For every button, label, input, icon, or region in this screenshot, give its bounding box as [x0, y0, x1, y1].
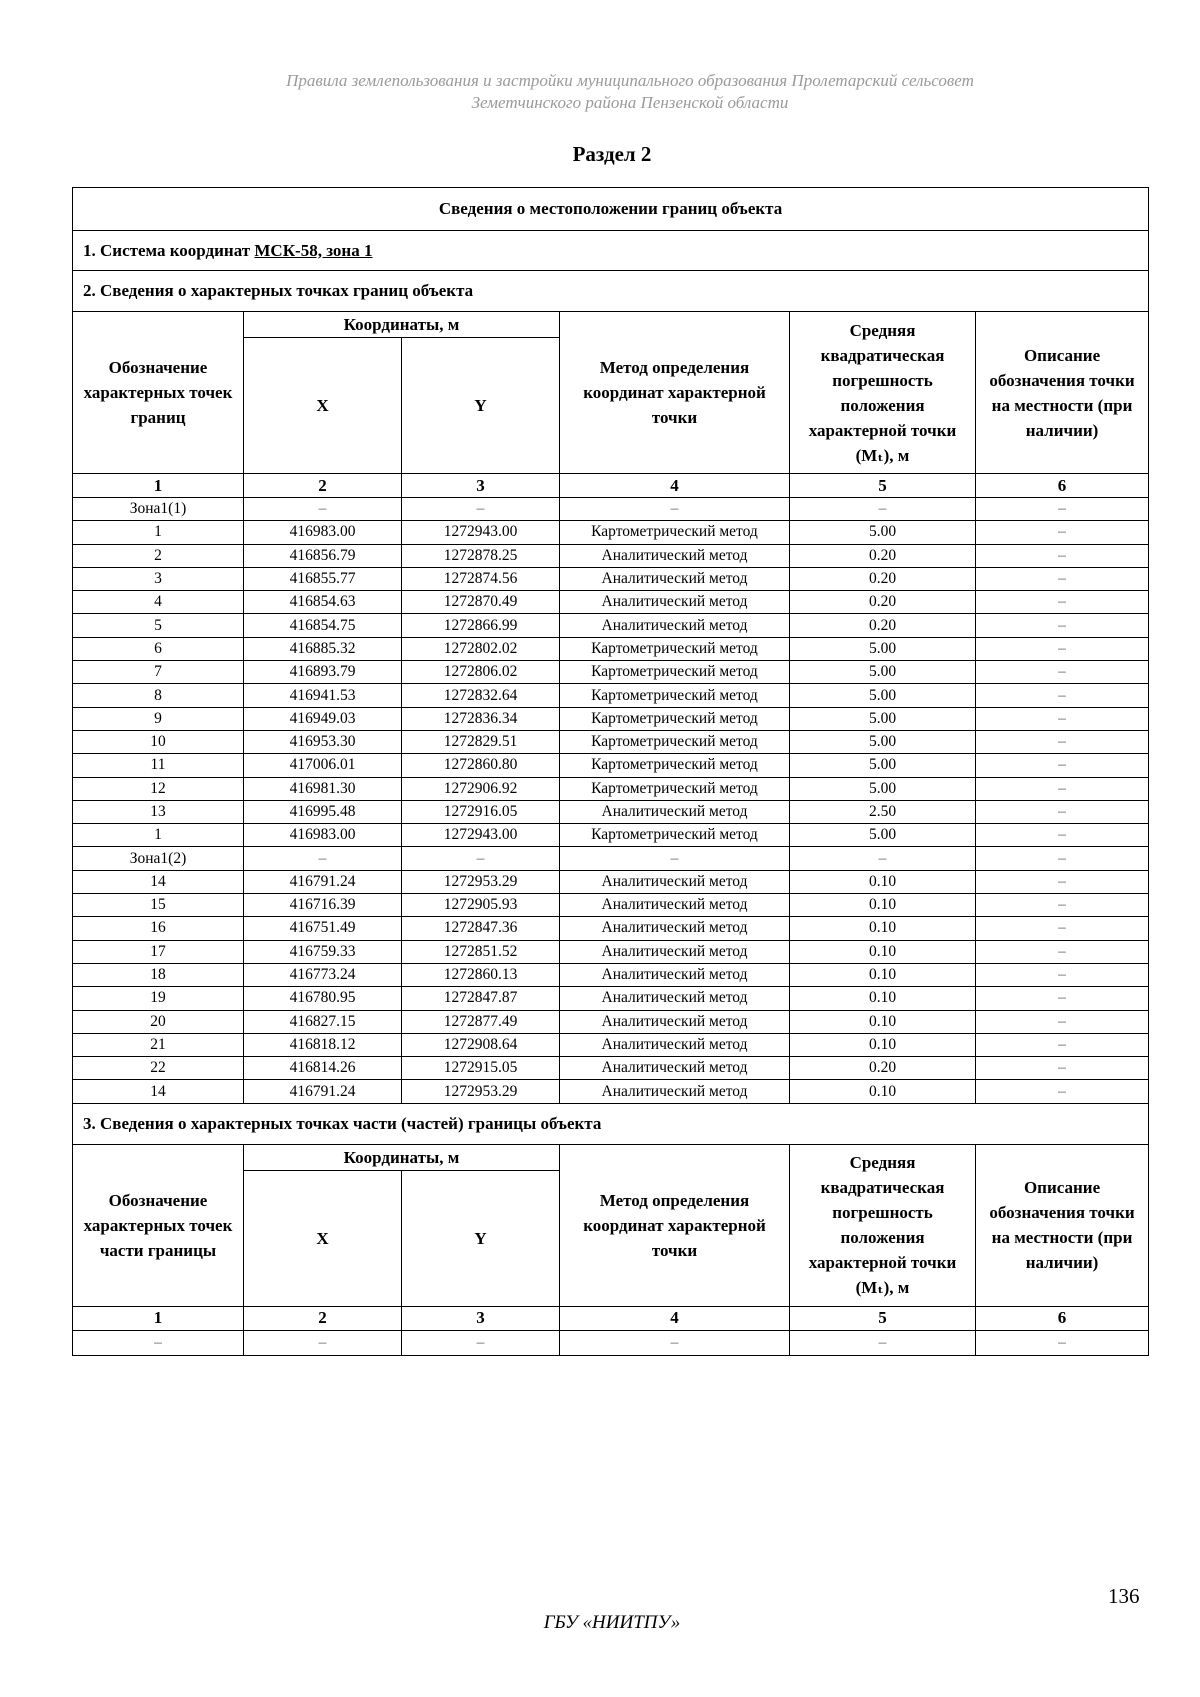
table-cell: 1	[73, 824, 244, 847]
table-cell: –	[976, 1010, 1149, 1033]
table-cell: –	[976, 800, 1149, 823]
table-cell: 416751.49	[244, 917, 402, 940]
table-cell: 1272906.92	[402, 777, 560, 800]
table-cell: Аналитический метод	[560, 963, 790, 986]
table-cell: 416780.95	[244, 987, 402, 1010]
table-cell: 1272802.02	[402, 637, 560, 660]
table-cell: 8	[73, 684, 244, 707]
header-y: Y	[402, 338, 560, 474]
table-cell: 13	[73, 800, 244, 823]
table-cell: 14	[73, 870, 244, 893]
boundary-table	[72, 187, 1149, 1356]
header-description: Описание обозначения точки на местности (при наличии)	[976, 1144, 1149, 1306]
table-cell: –	[976, 591, 1149, 614]
table-cell: 416854.63	[244, 591, 402, 614]
column-number: 1	[73, 474, 244, 498]
table-cell: 5.00	[790, 684, 976, 707]
table-cell: –	[402, 847, 560, 870]
column-number: 1	[73, 1306, 244, 1330]
header-error: Средняя квадратическая погрешность положения характерной точки (Mₜ), м	[790, 1144, 976, 1306]
table-cell: 1272847.87	[402, 987, 560, 1010]
column-number: 2	[244, 1306, 402, 1330]
table-cell: 5.00	[790, 637, 976, 660]
table-cell: –	[402, 498, 560, 521]
column-numbers-row	[73, 1306, 1149, 1330]
table-row	[73, 754, 1149, 777]
table-row	[73, 963, 1149, 986]
table-cell: Зона1(2)	[73, 847, 244, 870]
column-number: 4	[560, 474, 790, 498]
table-cell: –	[976, 1330, 1149, 1355]
table-cell: 0.10	[790, 894, 976, 917]
table-row	[73, 800, 1149, 823]
table-cell: Аналитический метод	[560, 591, 790, 614]
table-cell: 416995.48	[244, 800, 402, 823]
header-designation-part: Обозначение характерных точек части границы	[73, 1144, 244, 1306]
table-cell: –	[976, 1080, 1149, 1103]
table-row	[73, 940, 1149, 963]
header-coordinates: Координаты, м	[244, 1144, 560, 1170]
table-cell: 0.10	[790, 1080, 976, 1103]
column-number: 4	[560, 1306, 790, 1330]
table-cell: 12	[73, 777, 244, 800]
table-cell: –	[976, 917, 1149, 940]
document-header	[0, 70, 1200, 114]
table-cell: –	[560, 847, 790, 870]
table-cell: 17	[73, 940, 244, 963]
table-cell: 20	[73, 1010, 244, 1033]
table-cell: 22	[73, 1057, 244, 1080]
table-cell: –	[244, 847, 402, 870]
table-cell: –	[976, 1033, 1149, 1056]
column-number: 6	[976, 474, 1149, 498]
table-cell: 1272943.00	[402, 824, 560, 847]
table-cell: 416941.53	[244, 684, 402, 707]
table-cell: 5.00	[790, 754, 976, 777]
table-cell: 19	[73, 987, 244, 1010]
table-cell: 0.20	[790, 1057, 976, 1080]
table-cell: –	[244, 1330, 402, 1355]
table-cell: –	[976, 498, 1149, 521]
table-cell: 417006.01	[244, 754, 402, 777]
table-cell: 416855.77	[244, 567, 402, 590]
table-cell: 416716.39	[244, 894, 402, 917]
table-cell: 5.00	[790, 824, 976, 847]
column-number: 3	[402, 1306, 560, 1330]
table-cell: Картометрический метод	[560, 777, 790, 800]
table-cell: Картометрический метод	[560, 684, 790, 707]
table-row	[73, 1330, 1149, 1355]
table-cell: 1272953.29	[402, 870, 560, 893]
table-cell: Картометрический метод	[560, 707, 790, 730]
table-cell: 416885.32	[244, 637, 402, 660]
table-cell: 0.20	[790, 614, 976, 637]
header-description: Описание обозначения точки на местности (при наличии)	[976, 312, 1149, 474]
table-cell: 416791.24	[244, 1080, 402, 1103]
table-row	[73, 870, 1149, 893]
table-cell: 416827.15	[244, 1010, 402, 1033]
table-row	[73, 707, 1149, 730]
table-cell: 416773.24	[244, 963, 402, 986]
table-cell: –	[976, 521, 1149, 544]
table-cell: 16	[73, 917, 244, 940]
table-cell: –	[790, 847, 976, 870]
header-y: Y	[402, 1170, 560, 1306]
table-cell: –	[976, 567, 1149, 590]
table-cell: 5.00	[790, 707, 976, 730]
header-coordinates: Координаты, м	[244, 312, 560, 338]
table-cell: 416759.33	[244, 940, 402, 963]
table-row	[73, 591, 1149, 614]
table-cell: 0.10	[790, 987, 976, 1010]
column-numbers-row	[73, 474, 1149, 498]
column-number: 6	[976, 1306, 1149, 1330]
table-cell: 11	[73, 754, 244, 777]
table-cell: –	[560, 1330, 790, 1355]
table-cell: 21	[73, 1033, 244, 1056]
table-cell: Аналитический метод	[560, 1080, 790, 1103]
table-row	[73, 498, 1149, 521]
table-cell: Аналитический метод	[560, 1057, 790, 1080]
table-row	[73, 544, 1149, 567]
table-cell: –	[976, 940, 1149, 963]
table-cell: –	[790, 1330, 976, 1355]
table-cell: Аналитический метод	[560, 894, 790, 917]
footer: ГБУ «НИИТПУ»	[543, 1612, 681, 1633]
column-number: 3	[402, 474, 560, 498]
coordinate-system-row	[73, 231, 1149, 271]
table-cell: 416893.79	[244, 661, 402, 684]
table-cell: –	[976, 824, 1149, 847]
table-cell: Аналитический метод	[560, 614, 790, 637]
table-cell: Картометрический метод	[560, 754, 790, 777]
table-row	[73, 521, 1149, 544]
table-cell: 0.10	[790, 963, 976, 986]
table-cell: 2.50	[790, 800, 976, 823]
table-cell: 2	[73, 544, 244, 567]
point-rows	[73, 498, 1149, 1104]
header-x: X	[244, 1170, 402, 1306]
table-cell: 1272829.51	[402, 730, 560, 753]
table-cell: –	[976, 544, 1149, 567]
table-cell: 1272878.25	[402, 544, 560, 567]
table-cell: 6	[73, 637, 244, 660]
table-cell: 5	[73, 614, 244, 637]
table-cell: Аналитический метод	[560, 1010, 790, 1033]
table-cell: 0.20	[790, 544, 976, 567]
table-cell: 5.00	[790, 521, 976, 544]
table-cell: –	[976, 614, 1149, 637]
header-line-1: Правила землепользования и застройки муниципального образования Пролетарский сельсовет	[286, 71, 974, 90]
table-cell: 5.00	[790, 661, 976, 684]
table-cell: –	[244, 498, 402, 521]
table-cell: Аналитический метод	[560, 987, 790, 1010]
table-cell: Аналитический метод	[560, 870, 790, 893]
table-cell: 1272915.05	[402, 1057, 560, 1080]
table-cell: –	[976, 777, 1149, 800]
table-row	[73, 637, 1149, 660]
part-rows	[73, 1330, 1149, 1355]
table-cell: Картометрический метод	[560, 637, 790, 660]
table-cell: –	[976, 894, 1149, 917]
table-cell: –	[976, 661, 1149, 684]
header-error: Средняя квадратическая погрешность положения характерной точки (Mₜ), м	[790, 312, 976, 474]
table-row	[73, 824, 1149, 847]
table-cell: 0.10	[790, 870, 976, 893]
table-cell: 1272874.56	[402, 567, 560, 590]
table-row	[73, 1010, 1149, 1033]
table-cell: 1272953.29	[402, 1080, 560, 1103]
table-cell: Аналитический метод	[560, 800, 790, 823]
table-cell: 1272905.93	[402, 894, 560, 917]
section-title: Раздел 2	[572, 142, 652, 166]
table-cell: Картометрический метод	[560, 661, 790, 684]
table-cell: 10	[73, 730, 244, 753]
table-cell: –	[976, 730, 1149, 753]
table-row	[73, 1033, 1149, 1056]
table-cell: 14	[73, 1080, 244, 1103]
table-cell: 3	[73, 567, 244, 590]
header-method: Метод определения координат характерной точки	[560, 312, 790, 474]
table-cell: –	[976, 963, 1149, 986]
table-row	[73, 917, 1149, 940]
table-cell: 1272832.64	[402, 684, 560, 707]
table-row	[73, 894, 1149, 917]
table-cell: –	[976, 754, 1149, 777]
table-cell: 9	[73, 707, 244, 730]
table-row	[73, 730, 1149, 753]
page-number: 136	[1108, 1584, 1140, 1608]
table-row	[73, 847, 1149, 870]
table-cell: 416818.12	[244, 1033, 402, 1056]
table-cell: 1272866.99	[402, 614, 560, 637]
table-cell: Аналитический метод	[560, 1033, 790, 1056]
table-cell: –	[976, 637, 1149, 660]
column-number: 5	[790, 1306, 976, 1330]
table-cell: Аналитический метод	[560, 567, 790, 590]
table-row	[73, 661, 1149, 684]
column-number: 5	[790, 474, 976, 498]
table-cell: Аналитический метод	[560, 544, 790, 567]
table-cell: 1272908.64	[402, 1033, 560, 1056]
table-cell: 1272943.00	[402, 521, 560, 544]
table-row	[73, 987, 1149, 1010]
table-cell: 0.10	[790, 1010, 976, 1033]
table-cell: 15	[73, 894, 244, 917]
table-cell: 1272877.49	[402, 1010, 560, 1033]
table-cell: –	[402, 1330, 560, 1355]
table-row	[73, 777, 1149, 800]
table-cell: –	[976, 987, 1149, 1010]
table-cell: –	[976, 684, 1149, 707]
table-cell: 416983.00	[244, 824, 402, 847]
table-cell: Картометрический метод	[560, 730, 790, 753]
table-cell: 416854.75	[244, 614, 402, 637]
table-cell: –	[560, 498, 790, 521]
column-number: 2	[244, 474, 402, 498]
table-row	[73, 684, 1149, 707]
table-cell: 0.20	[790, 591, 976, 614]
table-cell: 416981.30	[244, 777, 402, 800]
table-row	[73, 1057, 1149, 1080]
table-cell: Зона1(1)	[73, 498, 244, 521]
table-cell: 5.00	[790, 777, 976, 800]
header-line-2: Земетчинского района Пензенской области	[471, 93, 789, 112]
table-cell: 1272806.02	[402, 661, 560, 684]
table-title: Сведения о местоположении границ объекта	[73, 188, 1149, 231]
table-cell: –	[976, 870, 1149, 893]
table-cell: 416814.26	[244, 1057, 402, 1080]
table-cell: 1272836.34	[402, 707, 560, 730]
table-cell: 416983.00	[244, 521, 402, 544]
table-cell: 1272847.36	[402, 917, 560, 940]
table-cell: 0.20	[790, 567, 976, 590]
table-cell: –	[976, 1057, 1149, 1080]
table-cell: 416791.24	[244, 870, 402, 893]
table-cell: Аналитический метод	[560, 917, 790, 940]
table-cell: Картометрический метод	[560, 521, 790, 544]
table-cell: 7	[73, 661, 244, 684]
table-cell: 18	[73, 963, 244, 986]
section-2-title: 2. Сведения о характерных точках границ объекта	[73, 271, 1149, 312]
table-cell: 4	[73, 591, 244, 614]
table-cell: 1272916.05	[402, 800, 560, 823]
table-row	[73, 1080, 1149, 1103]
table-cell: 5.00	[790, 730, 976, 753]
table-cell: 1272870.49	[402, 591, 560, 614]
section-3-title: 3. Сведения о характерных точках части (частей) границы объекта	[73, 1103, 1149, 1144]
coordinate-system-value: МСК-58, зона 1	[254, 240, 373, 260]
table-cell: 0.10	[790, 917, 976, 940]
table-cell: 1272860.13	[402, 963, 560, 986]
table-cell: 416953.30	[244, 730, 402, 753]
coordinate-system-label: 1. Система координат	[83, 240, 251, 260]
table-cell: 1272851.52	[402, 940, 560, 963]
table-cell: 1	[73, 521, 244, 544]
table-cell: 0.10	[790, 940, 976, 963]
table-row	[73, 567, 1149, 590]
table-cell: –	[976, 847, 1149, 870]
header-x: X	[244, 338, 402, 474]
table-cell: –	[976, 707, 1149, 730]
table-cell: Картометрический метод	[560, 824, 790, 847]
table-cell: 1272860.80	[402, 754, 560, 777]
table-cell: Аналитический метод	[560, 940, 790, 963]
table-cell: 416856.79	[244, 544, 402, 567]
table-cell: –	[73, 1330, 244, 1355]
table-row	[73, 614, 1149, 637]
header-designation: Обозначение характерных точек границ	[73, 312, 244, 474]
header-method: Метод определения координат характерной точки	[560, 1144, 790, 1306]
table-cell: 416949.03	[244, 707, 402, 730]
table-cell: –	[790, 498, 976, 521]
table-cell: 0.10	[790, 1033, 976, 1056]
